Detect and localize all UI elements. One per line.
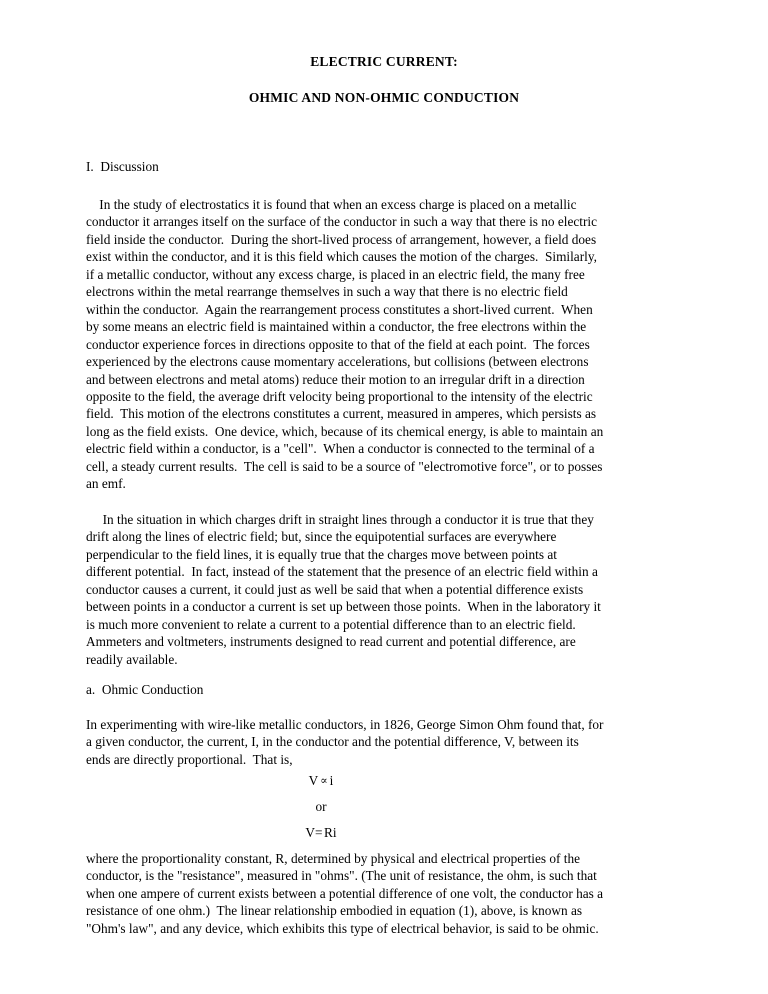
document-title-line-2: OHMIC AND NON-OHMIC CONDUCTION: [248, 90, 520, 105]
text-line: readily available.: [86, 651, 178, 667]
text-line: In experimenting with wire-like metallic conductors, in 1826, George Simon Ohm found that, for: [86, 717, 604, 732]
equation-proportional: [86, 772, 556, 790]
text-line: if a metallic conductor, without any excess charge, is placed in an electric field, the many free: [86, 266, 585, 282]
text-line: cell, a steady current results. The cell is said to be a source of "electromotive force", or to posses: [86, 458, 603, 474]
text-line: long as the field exists. One device, which, because of its chemical energy, is able to maintain an: [86, 423, 604, 439]
text-line: opposite to the field, the average drift velocity being proportional to the intensity of the electric: [86, 388, 593, 404]
text-line: In the situation in which charges drift in straight lines through a conductor it is true that they: [86, 512, 594, 527]
text-line: different potential. In fact, instead of the statement that the presence of an electric field within a: [86, 564, 598, 580]
text-line: is much more convenient to relate a current to a potential difference than to an electric field.: [86, 616, 576, 632]
paragraph-electrostatics: [86, 196, 686, 493]
document-title-line-1: ELECTRIC CURRENT:: [310, 54, 458, 69]
text-line: In the study of electrostatics it is found that when an excess charge is placed on a metallic: [86, 197, 577, 212]
text-line: where the proportionality constant, R, determined by physical and electrical properties of the: [86, 851, 581, 866]
text-line: electric field within a conductor, is a "cell". When a conductor is connected to the terminal of a: [86, 441, 595, 457]
section-heading-ohmic-conduction: a. Ohmic Conduction: [86, 682, 204, 697]
equation-v-equals-ri: [86, 824, 556, 841]
text-line: resistance of one ohm.) The linear relationship embodied in equation (1), above, is known as: [86, 903, 583, 919]
section-heading-discussion: I. Discussion: [86, 159, 159, 174]
text-line: an emf.: [86, 476, 126, 492]
text-line: perpendicular to the field lines, it is equally true that the charges move between points at: [86, 546, 557, 562]
equation-1-left: V: [308, 773, 319, 788]
text-line: electrons within the metal rearrange themselves in such a way that there is no electric field: [86, 284, 568, 300]
equation-2-right: Ri: [324, 825, 337, 840]
text-line: conductor, is the "resistance", measured in "ohms". (The unit of resistance, the ohm, is such that: [86, 868, 597, 884]
text-line: and between electrons and metal atoms) reduce their motion to an irregular drift in a direction: [86, 371, 585, 387]
text-line: drift along the lines of electric field; but, since the equipotential surfaces are everywhere: [86, 529, 557, 545]
text-line: field. This motion of the electrons constitutes a current, measured in amperes, which persists as: [86, 406, 597, 422]
paragraph-charge-drift: [86, 511, 686, 668]
text-line: between points in a conductor a current is set up between those points. When in the laboratory it: [86, 599, 601, 615]
equation-or-label: or: [315, 799, 327, 814]
equation-2-left: V: [305, 825, 316, 840]
text-line: when one ampere of current exists between a potential difference of one volt, the conductor has a: [86, 885, 604, 901]
text-line: ends are directly proportional. That is,: [86, 751, 293, 767]
text-line: within the conductor. Again the rearrangement process constitutes a short-lived current. When: [86, 301, 593, 317]
equals-symbol: =: [315, 825, 325, 840]
text-line: field inside the conductor. During the short-lived process of arrangement, however, a field does: [86, 231, 597, 247]
text-line: conductor experience forces in directions opposite to that of the field at each point. The forces: [86, 336, 590, 352]
text-line: experienced by the electrons cause momentary accelerations, but collisions (between electrons: [86, 354, 589, 370]
text-line: exist within the conductor, and it is this field which causes the motion of the charges. Similarly,: [86, 249, 597, 265]
text-line: conductor it arranges itself on the surface of the conductor in such a way that there is no electric: [86, 214, 597, 230]
text-line: conductor causes a current, it could just as well be said that when a potential difference exists: [86, 581, 584, 597]
equation-1-right: i: [329, 773, 334, 788]
equation-connector-or: [86, 798, 556, 815]
text-line: Ammeters and voltmeters, instruments designed to read current and potential difference, are: [86, 634, 576, 650]
paragraph-ohm-law-intro: [86, 716, 686, 768]
text-line: by some means an electric field is maintained within a conductor, the free electrons within the: [86, 319, 587, 335]
proportional-symbol: ∝: [320, 775, 328, 787]
paragraph-resistance-definition: [86, 850, 686, 937]
text-line: "Ohm's law", and any device, which exhibits this type of electrical behavior, is said to be ohmic.: [86, 920, 599, 936]
text-line: a given conductor, the current, I, in the conductor and the potential difference, V, between its: [86, 734, 579, 750]
